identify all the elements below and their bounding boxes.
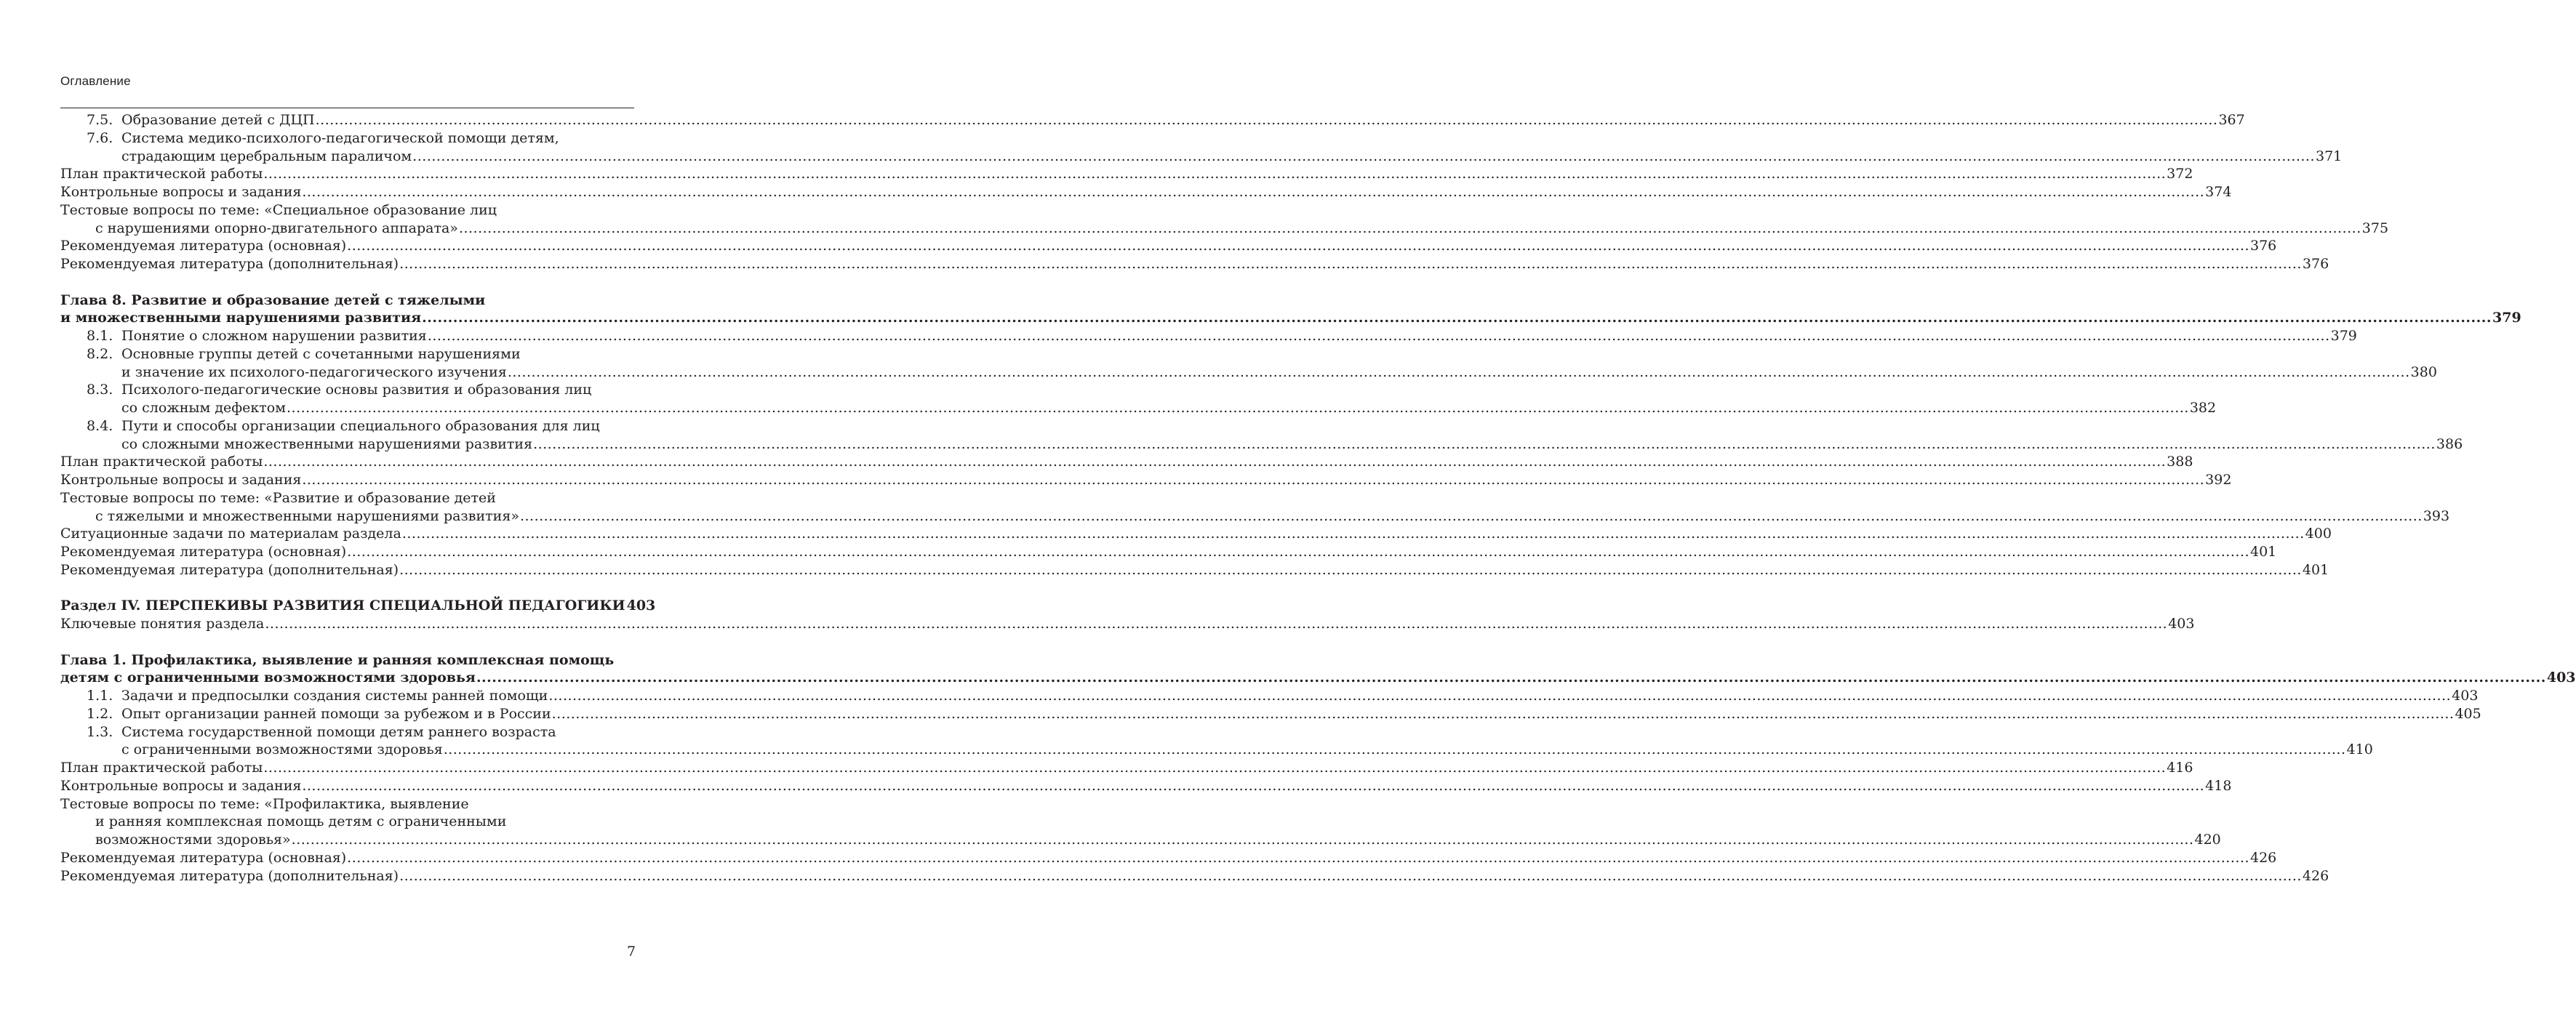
toc-entry[interactable] bbox=[60, 327, 2357, 345]
toc-entry[interactable] bbox=[60, 561, 2329, 579]
toc-entry-title-line: Раздел IV. ПЕРСПЕКИВЫ РАЗВИТИЯ СПЕЦИАЛЬНОЙ ПЕДАГОГИКИ bbox=[60, 598, 625, 614]
toc-entry[interactable] bbox=[60, 723, 2373, 760]
toc-entry-number: 8.4. bbox=[87, 417, 113, 434]
toc-entry-title-line: возможностями здоровья» bbox=[95, 832, 291, 848]
dot-leader: ................................................................................................................................................................................................................................................................................................................................................................................................................ bbox=[443, 741, 2346, 758]
dot-leader: ................................................................................................................................................................................................................................................................................................................................................................................................................ bbox=[263, 454, 2167, 470]
page-number: 7 bbox=[627, 944, 636, 960]
toc-entry[interactable] bbox=[60, 525, 2332, 543]
toc-entry-title-line: Тестовые вопросы по теме: «Профилактика, выявление bbox=[60, 795, 469, 812]
toc-page-number: 379 bbox=[2330, 328, 2357, 344]
toc-entry-title-line: Рекомендуемая литература (дополнительная) bbox=[60, 561, 399, 578]
dot-leader: ................................................................................................................................................................................................................................................................................................................................................................................................................ bbox=[476, 670, 2546, 686]
dot-leader: ................................................................................................................................................................................................................................................................................................................................................................................................................ bbox=[263, 166, 2167, 182]
toc-entry-title-line: Образование детей с ДЦП bbox=[121, 112, 315, 128]
toc-entry[interactable] bbox=[60, 615, 2195, 633]
toc-entry[interactable] bbox=[60, 345, 2437, 382]
dot-leader: ................................................................................................................................................................................................................................................................................................................................................................................................................ bbox=[399, 256, 2302, 272]
toc-page-number: 386 bbox=[2436, 435, 2463, 452]
toc-page-number: 388 bbox=[2167, 454, 2193, 470]
dot-leader: ................................................................................................................................................................................................................................................................................................................................................................................................................ bbox=[412, 148, 2315, 164]
running-head: Оглавление bbox=[60, 74, 131, 88]
dot-leader: ................................................................................................................................................................................................................................................................................................................................................................................................................ bbox=[302, 184, 2205, 200]
toc-entry-title-line: Тестовые вопросы по теме: «Развитие и образование детей bbox=[60, 489, 496, 506]
toc-entry-title-line: и значение их психолого-педагогического изучения bbox=[121, 363, 507, 380]
dot-leader: ................................................................................................................................................................................................................................................................................................................................................................................................................ bbox=[399, 561, 2302, 578]
toc-chapter[interactable] bbox=[60, 651, 2576, 688]
toc-entry-title-line: Рекомендуемая литература (основная) bbox=[60, 238, 347, 254]
toc-entry-title-line: План практической работы bbox=[60, 166, 263, 182]
toc-page-number: 400 bbox=[2305, 526, 2332, 542]
toc-entry-title-line: Контрольные вопросы и задания bbox=[60, 472, 302, 488]
toc-entry-title-line: Пути и способы организации специального образования для лиц bbox=[121, 417, 600, 434]
toc-entry-title-line: Основные группы детей с сочетанными нарушениями bbox=[121, 345, 521, 362]
toc-entry-title-line: детям с ограниченными возможностями здоровья bbox=[60, 670, 476, 686]
toc-entry-number: 7.5. bbox=[87, 112, 113, 128]
dot-leader: ................................................................................................................................................................................................................................................................................................................................................................................................................ bbox=[347, 544, 2249, 560]
toc-entry-title-line: Глава 1. Профилактика, выявление и ранняя комплексная помощь bbox=[60, 651, 615, 668]
toc-page-number: 418 bbox=[2205, 777, 2232, 794]
toc-entry-number: 8.2. bbox=[87, 345, 113, 362]
toc-entry-title-line: с нарушениями опорно-двигательного аппарата» bbox=[95, 220, 458, 236]
toc-page-number: 420 bbox=[2194, 832, 2221, 848]
dot-leader: ................................................................................................................................................................................................................................................................................................................................................................................................................ bbox=[291, 832, 2194, 848]
toc-entry-title-line: со сложными множественными нарушениями развития bbox=[121, 435, 533, 452]
toc-entry-title-line: План практической работы bbox=[60, 454, 263, 470]
toc-page-number: 416 bbox=[2167, 760, 2193, 776]
toc-chapter[interactable] bbox=[60, 597, 656, 615]
toc-entry-number: 8.3. bbox=[87, 382, 113, 398]
toc-entry[interactable] bbox=[60, 777, 2232, 795]
toc-entry[interactable] bbox=[60, 867, 2329, 885]
dot-leader: ................................................................................................................................................................................................................................................................................................................................................................................................................ bbox=[533, 435, 2436, 452]
toc-page-number: 405 bbox=[2455, 705, 2481, 722]
dot-leader: ................................................................................................................................................................................................................................................................................................................................................................................................................ bbox=[302, 777, 2205, 794]
toc-page-number: 403 bbox=[2546, 670, 2576, 686]
toc-entry[interactable] bbox=[60, 687, 2479, 705]
dot-leader: ................................................................................................................................................................................................................................................................................................................................................................................................................ bbox=[265, 616, 2168, 632]
toc-entry-title-line: Система медико-психолого-педагогической помощи детям, bbox=[121, 129, 559, 146]
dot-leader: ................................................................................................................................................................................................................................................................................................................................................................................................................ bbox=[287, 400, 2189, 416]
toc-entry-title-line: Ключевые понятия раздела bbox=[60, 616, 265, 632]
dot-leader: ................................................................................................................................................................................................................................................................................................................................................................................................................ bbox=[507, 363, 2410, 380]
toc-entry[interactable] bbox=[60, 417, 2463, 454]
table-of-contents bbox=[60, 111, 2576, 885]
toc-entry-number: 1.1. bbox=[87, 688, 113, 704]
toc-page-number: 393 bbox=[2423, 507, 2450, 524]
toc-entry-title-line: Рекомендуемая литература (основная) bbox=[60, 849, 347, 866]
toc-page-number: 392 bbox=[2205, 472, 2232, 488]
toc-entry-title-line: Рекомендуемая литература (дополнительная) bbox=[60, 256, 399, 272]
toc-entry[interactable] bbox=[60, 543, 2277, 561]
toc-page-number: 375 bbox=[2361, 220, 2389, 236]
dot-leader: ................................................................................................................................................................................................................................................................................................................................................................................................................ bbox=[347, 849, 2249, 866]
dot-leader: ................................................................................................................................................................................................................................................................................................................................................................................................................ bbox=[458, 220, 2361, 236]
dot-leader: ................................................................................................................................................................................................................................................................................................................................................................................................................ bbox=[422, 310, 2492, 326]
toc-page-number: 367 bbox=[2218, 112, 2245, 128]
toc-entry[interactable] bbox=[60, 183, 2232, 201]
toc-entry-title-line: с ограниченными возможностями здоровья bbox=[121, 741, 443, 758]
toc-entry[interactable] bbox=[60, 705, 2481, 723]
toc-entry-title-line: Задачи и предпосылки создания системы ранней помощи bbox=[121, 688, 548, 704]
toc-entry-title-line: страдающим церебральным параличом bbox=[121, 148, 412, 164]
toc-entry-number: 7.6. bbox=[87, 129, 113, 146]
toc-entry-title-line: Система государственной помощи детям раннего возраста bbox=[121, 723, 556, 740]
toc-entry[interactable] bbox=[60, 201, 2389, 238]
toc-entry-title-line: Ситуационные задачи по материалам раздела bbox=[60, 526, 401, 542]
dot-leader: ................................................................................................................................................................................................................................................................................................................................................................................................................ bbox=[401, 526, 2305, 542]
dot-leader: ................................................................................................................................................................................................................................................................................................................................................................................................................ bbox=[548, 688, 2452, 704]
toc-page-number: 380 bbox=[2410, 363, 2437, 380]
toc-entry[interactable] bbox=[60, 255, 2329, 273]
toc-entry[interactable] bbox=[60, 759, 2193, 777]
toc-entry-title-line: Тестовые вопросы по теме: «Специальное образование лиц bbox=[60, 201, 497, 218]
toc-entry-title-line: Опыт организации ранней помощи за рубежом и в России bbox=[121, 705, 551, 722]
toc-entry-title-line: Глава 8. Развитие и образование детей с тяжелыми bbox=[60, 292, 486, 308]
toc-page-number: 403 bbox=[2452, 688, 2479, 704]
toc-entry-title-line: Контрольные вопросы и задания bbox=[60, 184, 302, 200]
toc-entry-title-line: и ранняя комплексная помощь детям с ограниченными bbox=[95, 813, 507, 830]
toc-entry[interactable] bbox=[60, 849, 2277, 867]
toc-entry-number: 8.1. bbox=[87, 328, 113, 344]
toc-entry-title-line: Рекомендуемая литература (основная) bbox=[60, 544, 347, 560]
dot-leader: ................................................................................................................................................................................................................................................................................................................................................................................................................ bbox=[551, 705, 2455, 722]
toc-page-number: 426 bbox=[2302, 867, 2329, 884]
toc-entry-title-line: и множественными нарушениями развития bbox=[60, 310, 422, 326]
toc-page-number: 403 bbox=[626, 598, 656, 614]
toc-entry[interactable] bbox=[60, 471, 2232, 489]
toc-entry-title-line: с тяжелыми и множественными нарушениями развития» bbox=[95, 507, 519, 524]
toc-entry[interactable] bbox=[60, 489, 2450, 526]
toc-entry-title-line: Контрольные вопросы и задания bbox=[60, 777, 302, 794]
toc-entry-title-line: Психолого-педагогические основы развития и образования лиц bbox=[121, 382, 592, 398]
toc-page-number: 376 bbox=[2302, 256, 2329, 272]
toc-entry[interactable] bbox=[60, 165, 2193, 183]
toc-page-number: 410 bbox=[2346, 741, 2373, 758]
toc-chapter[interactable] bbox=[60, 292, 2521, 328]
toc-entry-title-line: Понятие о сложном нарушении развития bbox=[121, 328, 427, 344]
toc-entry-number: 1.2. bbox=[87, 705, 113, 722]
toc-entry[interactable] bbox=[60, 129, 2343, 166]
dot-leader: ................................................................................................................................................................................................................................................................................................................................................................................................................ bbox=[399, 867, 2302, 884]
toc-page-number: 379 bbox=[2492, 310, 2521, 326]
dot-leader: ................................................................................................................................................................................................................................................................................................................................................................................................................ bbox=[315, 112, 2218, 128]
toc-entry[interactable] bbox=[60, 381, 2217, 417]
dot-leader: ................................................................................................................................................................................................................................................................................................................................................................................................................ bbox=[302, 472, 2205, 488]
toc-entry[interactable] bbox=[60, 795, 2221, 849]
toc-entry-title-line: Рекомендуемая литература (дополнительная) bbox=[60, 867, 399, 884]
toc-page-number: 403 bbox=[2168, 616, 2195, 632]
toc-page-number: 401 bbox=[2302, 561, 2329, 578]
toc-page-number: 371 bbox=[2316, 148, 2343, 164]
toc-page-number: 426 bbox=[2250, 849, 2277, 866]
toc-entry[interactable] bbox=[60, 237, 2277, 255]
dot-leader: ................................................................................................................................................................................................................................................................................................................................................................................................................ bbox=[347, 238, 2249, 254]
toc-entry-title-line: План практической работы bbox=[60, 760, 263, 776]
toc-page-number: 372 bbox=[2167, 166, 2193, 182]
dot-leader: ................................................................................................................................................................................................................................................................................................................................................................................................................ bbox=[427, 328, 2330, 344]
toc-page-number: 376 bbox=[2250, 238, 2277, 254]
toc-page-number: 382 bbox=[2189, 400, 2217, 416]
toc-page-number: 401 bbox=[2250, 544, 2277, 560]
toc-entry[interactable] bbox=[60, 111, 2245, 129]
toc-page-number: 374 bbox=[2205, 184, 2232, 200]
toc-entry[interactable] bbox=[60, 453, 2193, 471]
toc-entry-title-line: со сложным дефектом bbox=[121, 400, 287, 416]
toc-entry-number: 1.3. bbox=[87, 723, 113, 740]
dot-leader: ................................................................................................................................................................................................................................................................................................................................................................................................................ bbox=[519, 507, 2423, 524]
dot-leader: ................................................................................................................................................................................................................................................................................................................................................................................................................ bbox=[263, 760, 2167, 776]
